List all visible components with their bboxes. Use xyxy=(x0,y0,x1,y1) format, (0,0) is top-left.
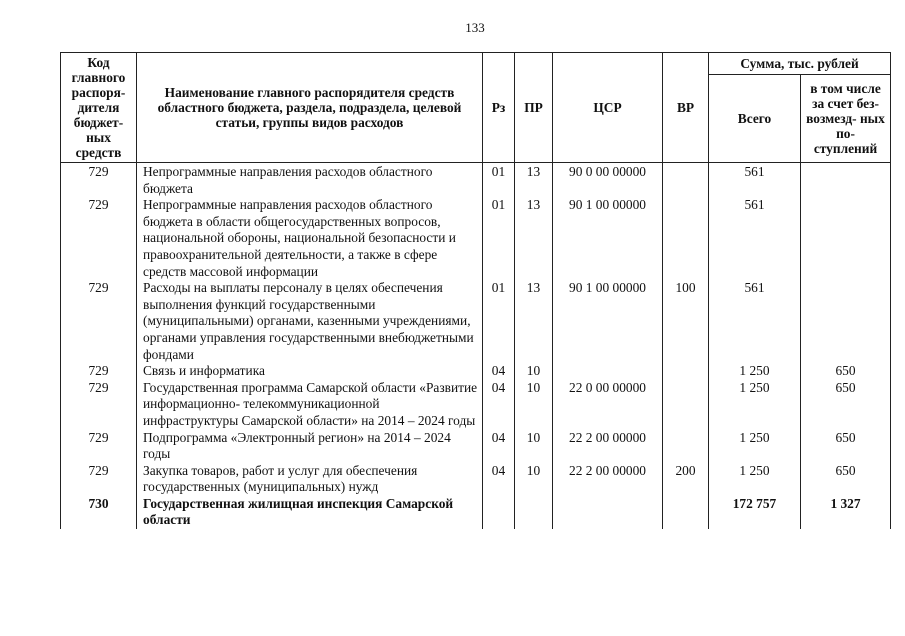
cell-vr: 200 xyxy=(663,463,709,496)
header-vr: ВР xyxy=(663,53,709,163)
cell-incl: 650 xyxy=(801,363,891,380)
cell-pr xyxy=(515,496,553,529)
table-row xyxy=(61,463,891,496)
cell-pr: 13 xyxy=(515,197,553,280)
table-row xyxy=(61,163,891,198)
cell-csr: 22 2 00 00000 xyxy=(553,463,663,496)
cell-csr: 90 1 00 00000 xyxy=(553,280,663,363)
table-row xyxy=(61,430,891,463)
table-row xyxy=(61,280,891,363)
cell-name: Связь и информатика xyxy=(137,363,483,380)
cell-vr xyxy=(663,197,709,280)
cell-vr: 100 xyxy=(663,280,709,363)
cell-code: 730 xyxy=(61,496,137,529)
cell-total: 1 250 xyxy=(709,363,801,380)
cell-name: Непрограммные направления расходов областного бюджета в области общегосударственных вопросов, национальной обороны, национальной безопасности и правоохранительной деятельности, а также в сфере средств массовой информации xyxy=(137,197,483,280)
page-number: 133 xyxy=(465,20,485,35)
cell-total: 561 xyxy=(709,163,801,198)
cell-total: 561 xyxy=(709,197,801,280)
header-total: Всего xyxy=(709,75,801,163)
cell-rz: 01 xyxy=(483,163,515,198)
cell-csr: 22 0 00 00000 xyxy=(553,380,663,430)
header-pr: ПР xyxy=(515,53,553,163)
cell-csr: 22 2 00 00000 xyxy=(553,430,663,463)
header-csr: ЦСР xyxy=(553,53,663,163)
cell-name: Подпрограмма «Электронный регион» на 2014 – 2024 годы xyxy=(137,430,483,463)
cell-rz: 01 xyxy=(483,280,515,363)
table-body xyxy=(61,163,891,530)
header-sum-group: Сумма, тыс. рублей xyxy=(709,53,891,75)
header-name: Наименование главного распорядителя средств областного бюджета, раздела, подраздела, целевой статьи, группы видов расходов xyxy=(137,53,483,163)
cell-name: Расходы на выплаты персоналу в целях обеспечения выполнения функций государственными (муниципальными) органами, казенными учреждениями, органами управления государственными внебюджетными фондами xyxy=(137,280,483,363)
cell-rz xyxy=(483,496,515,529)
cell-vr xyxy=(663,430,709,463)
cell-rz: 04 xyxy=(483,363,515,380)
cell-code: 729 xyxy=(61,280,137,363)
cell-total: 561 xyxy=(709,280,801,363)
cell-rz: 04 xyxy=(483,430,515,463)
table-row xyxy=(61,363,891,380)
cell-vr xyxy=(663,380,709,430)
cell-csr: 90 1 00 00000 xyxy=(553,197,663,280)
cell-incl: 650 xyxy=(801,463,891,496)
cell-vr xyxy=(663,363,709,380)
header-rz: Рз xyxy=(483,53,515,163)
cell-name: Государственная жилищная инспекция Самарской области xyxy=(137,496,483,529)
cell-incl: 1 327 xyxy=(801,496,891,529)
cell-pr: 10 xyxy=(515,430,553,463)
cell-name: Государственная программа Самарской области «Развитие информационно- телекоммуникационной инфраструктуры Самарской области» на 2014 – 2024 годы xyxy=(137,380,483,430)
cell-pr: 10 xyxy=(515,380,553,430)
cell-csr xyxy=(553,363,663,380)
cell-code: 729 xyxy=(61,363,137,380)
cell-csr xyxy=(553,496,663,529)
cell-code: 729 xyxy=(61,197,137,280)
cell-total: 1 250 xyxy=(709,463,801,496)
cell-name: Закупка товаров, работ и услуг для обеспечения государственных (муниципальных) нужд xyxy=(137,463,483,496)
cell-vr xyxy=(663,163,709,198)
cell-incl xyxy=(801,197,891,280)
cell-incl xyxy=(801,163,891,198)
cell-code: 729 xyxy=(61,430,137,463)
cell-rz: 01 xyxy=(483,197,515,280)
header-code: Код главного распоря- дителя бюджет- ных средств xyxy=(61,53,137,163)
cell-total: 1 250 xyxy=(709,430,801,463)
cell-pr: 10 xyxy=(515,363,553,380)
cell-rz: 04 xyxy=(483,463,515,496)
table-row xyxy=(61,496,891,529)
cell-pr: 13 xyxy=(515,280,553,363)
cell-total: 1 250 xyxy=(709,380,801,430)
budget-table xyxy=(60,52,891,529)
cell-csr: 90 0 00 00000 xyxy=(553,163,663,198)
cell-code: 729 xyxy=(61,463,137,496)
table-row xyxy=(61,380,891,430)
cell-incl: 650 xyxy=(801,380,891,430)
header-incl: в том числе за счет без- возмезд- ных по- ступлений xyxy=(801,75,891,163)
cell-pr: 13 xyxy=(515,163,553,198)
cell-incl: 650 xyxy=(801,430,891,463)
cell-rz: 04 xyxy=(483,380,515,430)
table-header xyxy=(61,53,891,163)
cell-pr: 10 xyxy=(515,463,553,496)
table-row xyxy=(61,197,891,280)
cell-name: Непрограммные направления расходов областного бюджета xyxy=(137,163,483,198)
cell-code: 729 xyxy=(61,163,137,198)
cell-vr xyxy=(663,496,709,529)
cell-code: 729 xyxy=(61,380,137,430)
cell-incl xyxy=(801,280,891,363)
cell-total: 172 757 xyxy=(709,496,801,529)
